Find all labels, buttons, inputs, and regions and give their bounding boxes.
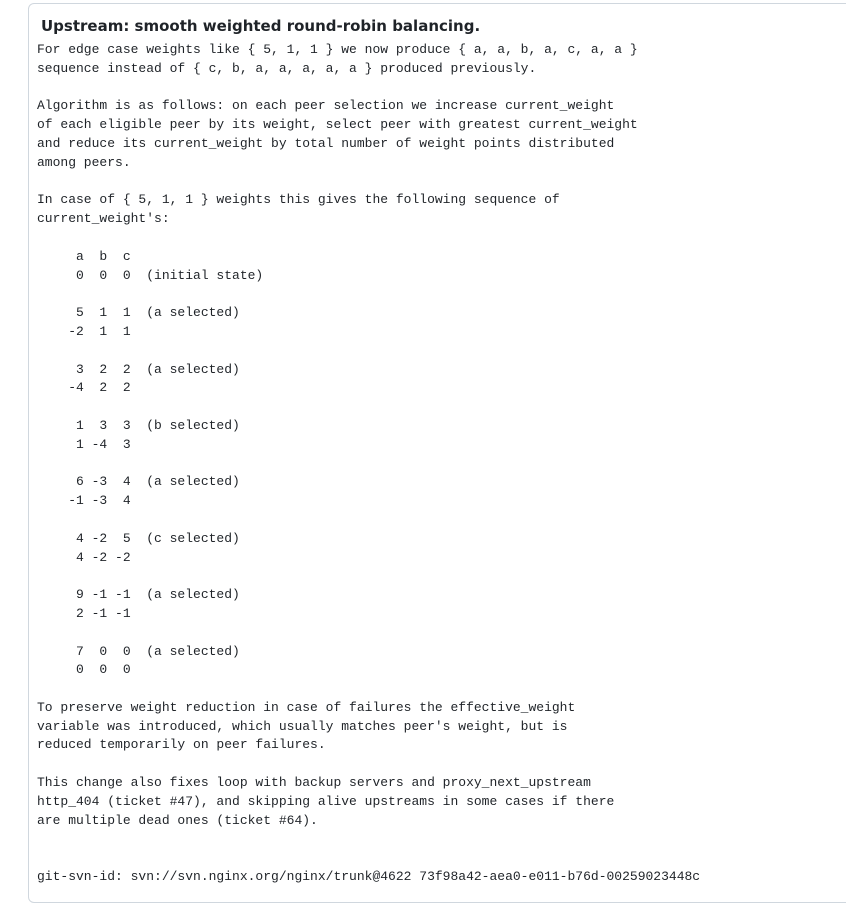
commit-title: Upstream: smooth weighted round-robin balancing. <box>41 17 481 35</box>
commit-description: For edge case weights like { 5, 1, 1 } we now produce { a, a, b, a, c, a, a } sequence instead of { c, b, a, a, a, a, a } produced previously. Algorithm is as follows: on each peer selection we increase current_weight of each eligible peer by its weight, select peer with greatest current_weight and reduce its current_weight by total number of weight points distributed among peers. In case of { 5, 1, 1 } weights this gives the following sequence of current_weight's: a b c 0 0 0 (initial state) 5 1 1 (a selected) -2 1 1 3 2 2 (a selected) -4 2 2 1 3 3 (b selected) 1 -4 3 6 -3 4 (a selected) -1 -3 4 4 -2 5 (c selected) 4 -2 -2 9 -1 -1 (a selected) 2 -1 -1 7 0 0 (a selected) 0 0 0 To preserve weight reduction in case of failures the effective_weight variable was introduced, which usually matches peer's weight, but is reduced temporarily on peer failures. This change also fixes loop with backup servers and proxy_next_upstream http_404 (ticket #47), and skipping alive upstreams in some cases if there are multiple dead ones (ticket #64). git-svn-id: svn://svn.nginx.org/nginx/trunk@4622 73f98a42-aea0-e011-b76d-00259023448c <box>37 42 701 885</box>
commit-message-box <box>28 3 846 903</box>
